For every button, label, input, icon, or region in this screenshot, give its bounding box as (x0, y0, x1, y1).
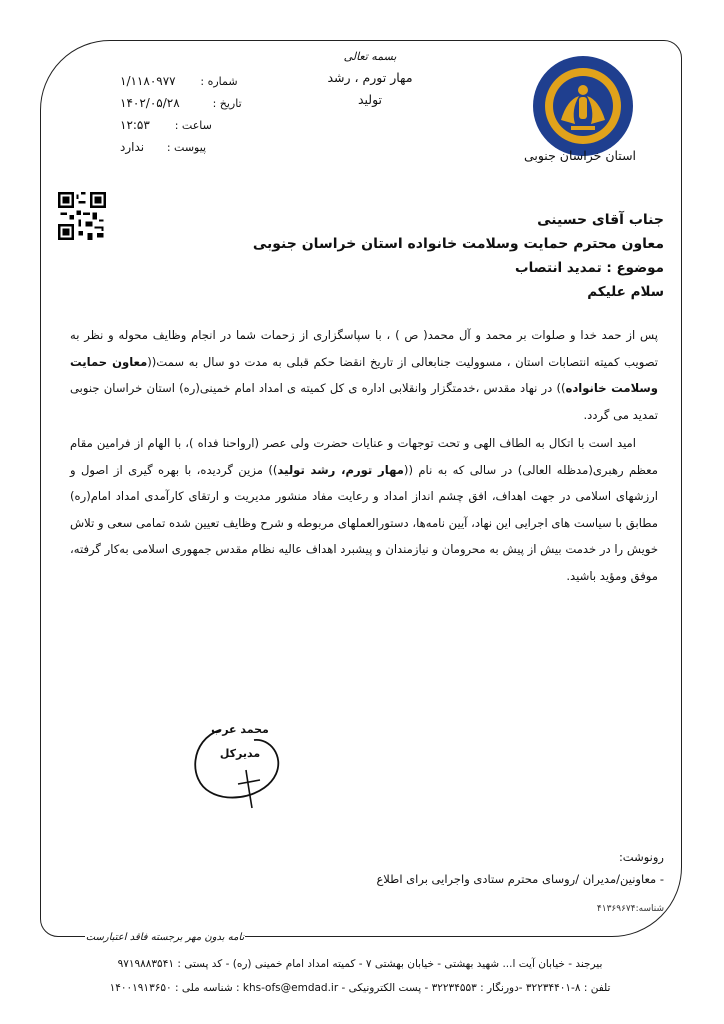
signatory-title: مدیرکل (219, 747, 261, 760)
document-id: شناسه:۴۱۳۶۹۶۷۴ (596, 904, 664, 914)
qr-code (58, 192, 106, 240)
addressee-block (253, 208, 664, 304)
body-p2-slogan: مهار تورم، رشد تولید (277, 462, 404, 477)
carbon-copy (376, 846, 664, 890)
footer-address: بیرجند - خیابان آیت ا... شهید بهشتی - خیابان بهشتی ۷ - کمیته امداد امام خمینی (ره) - کد پستی : ۹۷۱۹۸۸۳۵۴۱ (117, 958, 603, 970)
basmala: بسمه تعالی (343, 50, 397, 63)
body-p2-part2: )) مزین گردیده، با بهره گیری از اصول و ارزشهای اسلامی در جهت اهداف، افق چشم انداز امداد و رعایت مفاد منشور مدیریت و ارتقای کارآمدی امداد امام(ره) مطابق با سیاست های اجرایی این نهاد، آیین نامه‌ها، دستورالعملهای مربوطه و شرح وظایف تعیین شده تمامی سعی و تلاش خویش را در خدمت بیش از پیش به محرومان و نیازمندان و پیشبرد اهداف عالیه نظام مقدس جمهوری اسلامی به‌کار گرفته، موفق ومؤید باشید. (70, 462, 658, 583)
letter-subject: موضوع : تمدید انتصاب (515, 260, 664, 276)
greeting: سلام علیکم (587, 284, 664, 300)
footer-contact: تلفن : ۸-۳۲۲۳۴۴۰۱ -دورنگار : ۳۲۲۳۴۵۵۳ - پست الکترونیکی - khs-ofs@emdad.ir : شناسه ملی : ۱۴۰۰۱۹۱۳۶۵۰ (109, 982, 611, 994)
year-slogan-line1: مهار تورم ، رشد (327, 70, 413, 85)
meta-number-label: شماره : (200, 74, 238, 88)
body-paragraph-2 (70, 430, 658, 589)
emdad-committee-logo (527, 50, 639, 162)
signatory (205, 718, 275, 766)
cc-recipients: - معاونین/مدیران /روسای محترم ستادی واجرایی برای اطلاع (376, 872, 664, 886)
meta-number-value: ۱/۱۱۸۰۹۷۷ (120, 74, 176, 88)
meta-date-row (120, 92, 280, 114)
meta-attachment-label: پیوست : (166, 140, 207, 154)
body-p1-part2: )) در نهاد مقدس ،خدمتگزار وانقلابی اداره ی کل کمیته ی امداد امام خمینی(ره) استان خراسان جنوبی تمدید می گردد. (70, 381, 658, 422)
center-header (300, 50, 440, 111)
meta-number-row (120, 70, 280, 92)
meta-attachment-row (120, 136, 280, 158)
cc-label: رونوشت: (618, 850, 664, 864)
year-slogan-line2: تولید (357, 92, 383, 107)
recipient-position: معاون محترم حمایت وسلامت خانواده استان خراسان جنوبی (252, 236, 664, 252)
meta-date-value: ۱۴۰۲/۰۵/۲۸ (120, 96, 180, 110)
body-paragraph-1 (70, 322, 658, 428)
body-p1-part1: پس از حمد خدا و صلوات بر محمد و آل محمد( ص ) ، با سپاسگزاری از زحمات شما در انجام وظایف محوله و نظر به تصویب کمیته انتصابات استان ، مسوولیت جنابعالی از تاریخ انقضا حکم قبلی به مدت دو سال به سمت(( (70, 328, 658, 369)
recipient-name: جناب آقای حسینی (537, 212, 664, 228)
body-p1-position: معاون حمایت وسلامت خانواده (70, 354, 659, 395)
meta-attachment-value: ندارد (120, 140, 145, 154)
province-name: استان خراسان جنوبی (523, 148, 637, 163)
meta-time-row (120, 114, 280, 136)
meta-date-label: تاریخ : (212, 96, 242, 110)
validity-note: نامه بدون مهر برجسته فاقد اعتبارست (85, 928, 245, 948)
meta-time-label: ساعت : (174, 118, 212, 132)
letter-meta (120, 70, 280, 158)
signatory-name: محمد عرب (211, 723, 269, 736)
meta-time-value: ۱۲:۵۳ (120, 118, 150, 132)
body-p2-part1: امید است با اتکال به الطاف الهی و تحت توجهات و عنایات حضرت ولی عصر (ارواحنا فداه )، با الهام از فرامین مقام معظم رهبری(مدظله العالی) در سالی که به نام (( (70, 436, 658, 477)
letter-body (70, 322, 658, 589)
